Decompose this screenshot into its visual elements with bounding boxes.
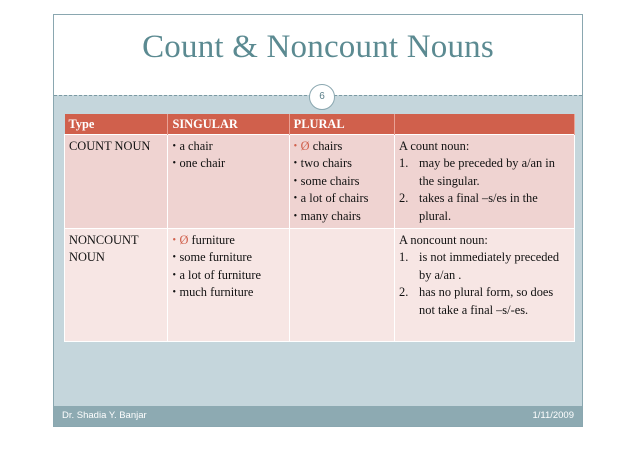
list-item: • some chairs — [294, 173, 390, 190]
list-item — [399, 284, 570, 319]
header-singular: SINGULAR — [168, 114, 289, 135]
null-text: furniture — [191, 233, 235, 248]
page-number-badge: 6 — [309, 84, 335, 110]
header-type: Type — [65, 114, 168, 135]
null-text: chairs — [312, 139, 343, 153]
cell-plural-noncount — [289, 229, 394, 342]
type-label-count: COUNT NOUN — [69, 139, 151, 153]
item-text: takes a final –s/es in the plural. — [419, 191, 538, 223]
item-text: is not immediately preceded by a/an . — [419, 250, 560, 282]
footer-date: 1/11/2009 — [532, 410, 574, 421]
list-item: • a lot of furniture — [172, 267, 284, 284]
cell-type-count — [65, 135, 168, 229]
cell-plural-count — [289, 135, 394, 229]
list-item — [399, 190, 570, 225]
null-symbol: Ø — [179, 233, 189, 248]
table-row-count — [65, 135, 575, 229]
list-item-null — [172, 232, 284, 249]
table-row-noncount — [65, 229, 575, 342]
item-number: 1. — [399, 250, 409, 265]
type-label-noncount: NONCOUNT NOUN — [69, 233, 139, 265]
slide-title: Count & Noncount Nouns — [142, 29, 494, 65]
cell-description-count — [395, 135, 575, 229]
list-item — [399, 249, 570, 284]
header-description — [395, 114, 575, 135]
cell-description-noncount — [395, 229, 575, 342]
list-item — [399, 155, 570, 190]
list-item: • a chair — [172, 138, 284, 155]
item-number: 2. — [399, 191, 409, 206]
list-item: • some furniture — [172, 249, 284, 266]
title-area — [54, 15, 582, 95]
list-item: • many chairs — [294, 208, 390, 225]
table-header-row — [65, 114, 575, 135]
slide — [53, 14, 583, 427]
item-text: has no plural form, so does not take a final –s/-es. — [419, 285, 554, 317]
item-number: 1. — [399, 156, 409, 171]
list-item: • one chair — [172, 155, 284, 172]
list-item: • much furniture — [172, 284, 284, 301]
null-symbol: Ø — [300, 139, 310, 153]
list-item: • a lot of chairs — [294, 190, 390, 207]
nouns-table — [64, 114, 575, 342]
cell-type-noncount — [65, 229, 168, 342]
cell-singular-count — [168, 135, 289, 229]
slide-footer — [54, 406, 582, 426]
cell-singular-noncount — [168, 229, 289, 342]
header-plural: PLURAL — [289, 114, 394, 135]
item-text: may be preceded by a/an in the singular. — [419, 156, 555, 188]
description-heading: A noncount noun: — [399, 233, 488, 248]
description-heading: A count noun: — [399, 139, 470, 153]
footer-author: Dr. Shadia Y. Banjar — [62, 410, 147, 421]
item-number: 2. — [399, 285, 409, 300]
list-item: • two chairs — [294, 155, 390, 172]
list-item-null — [294, 138, 390, 155]
